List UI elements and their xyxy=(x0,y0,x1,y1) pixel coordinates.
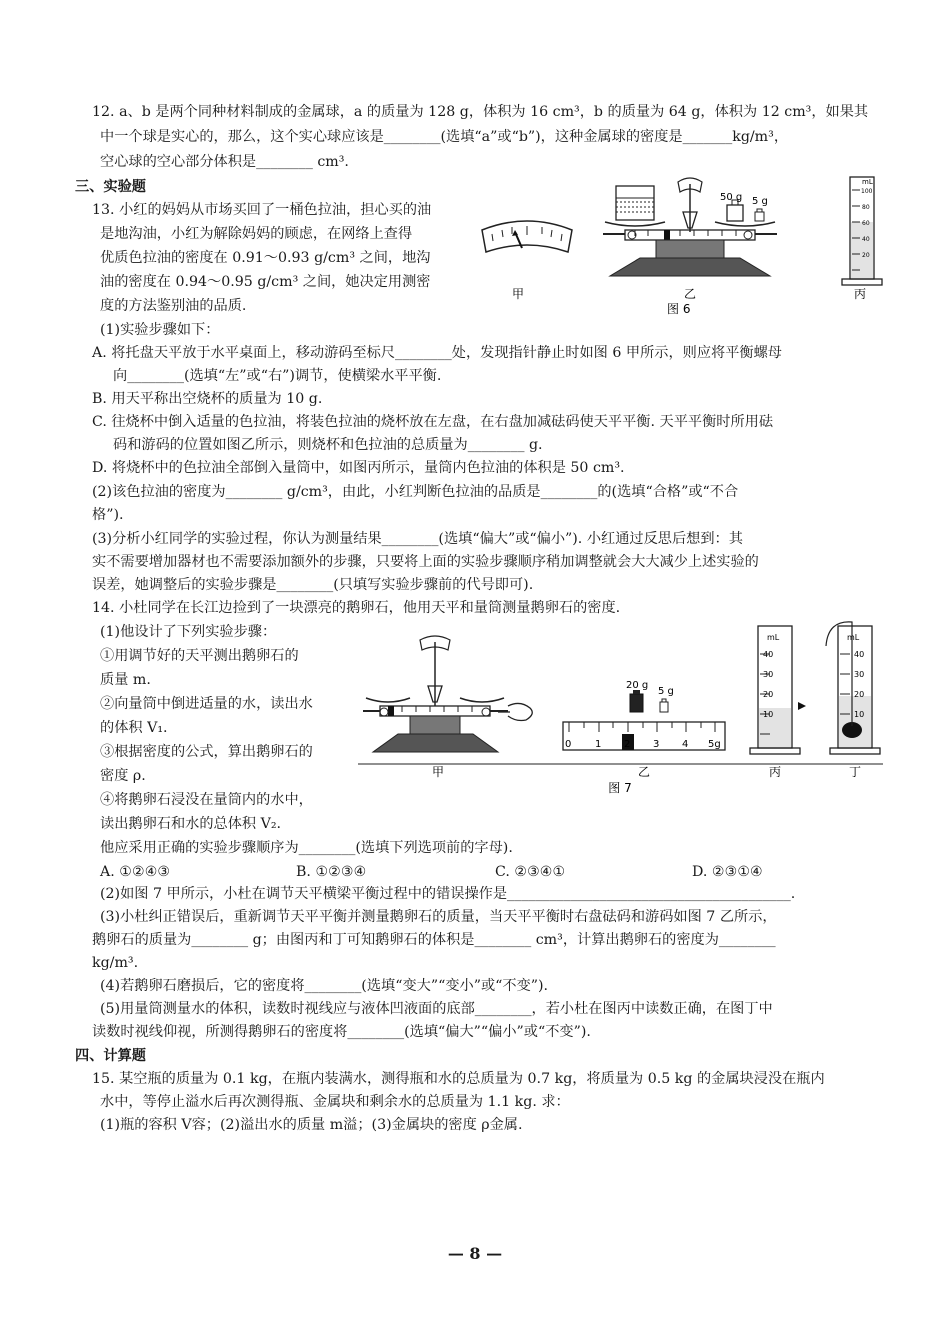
q14-part3-2: 鹅卵石的质量为________ g；由图丙和丁可知鹅卵石的体积是________ cm³，计算出鹅卵石的密度为________ xyxy=(92,932,776,948)
fig6-cylinder-20: 20 xyxy=(862,252,870,259)
q14-step-2a: ②向量筒中倒进适量的水，读出水 xyxy=(100,696,313,712)
fig7-bing-10: 10 xyxy=(763,710,774,719)
q14-option-c: C. ②③④① xyxy=(495,864,566,880)
fig7-ruler-3: 3 xyxy=(653,739,660,750)
fig6-label-bing: 丙 xyxy=(854,287,867,301)
q13-step-c-2: 码和游码的位置如图乙所示，则烧杯和色拉油的总质量为________ g. xyxy=(113,437,543,453)
fig6-caption: 图 6 xyxy=(667,302,691,316)
fig7-label-ding: 丁 xyxy=(849,765,862,779)
fig7-bing-unit: mL xyxy=(767,633,780,642)
q14-part5-2: 读数时视线仰视，所测得鹅卵石的密度将________(选填“偏大”“偏小”或“不变”). xyxy=(92,1024,591,1040)
q15-line-3: (1)瓶的容积 V容；(2)溢出水的质量 m溢；(3)金属块的密度 ρ金属. xyxy=(100,1117,523,1133)
fig7-cylinder-bing xyxy=(750,626,806,754)
fig7-balance xyxy=(363,636,532,752)
fig6-label-yi: 乙 xyxy=(684,287,697,301)
q13-step-c-1: C. 往烧杯中倒入适量的色拉油，将装色拉油的烧杯放在左盘，在右盘加减砝码使天平平衡. 天平平衡时所用砝 xyxy=(92,414,774,430)
fig6-weight-5g: 5 g xyxy=(752,196,768,207)
fig7-label-bing: 丙 xyxy=(769,765,782,779)
q13-step-heading: (1)实验步骤如下： xyxy=(100,322,220,338)
q15-line-1: 15. 某空瓶的质量为 0.1 kg，在瓶内装满水，测得瓶和水的总质量为 0.7 kg，将质量为 0.5 kg 的金属块浸没在瓶内 xyxy=(92,1071,825,1087)
q14-step-heading: (1)他设计了下列实验步骤： xyxy=(100,624,277,640)
figure-7 xyxy=(358,616,883,798)
fig7-weight-5g: 5 g xyxy=(658,686,674,697)
q14-part3-1: (3)小杜纠正错误后，重新调节天平平衡并测量鹅卵石的质量，当天平平衡时右盘砝码和游码如图 7 乙所示， xyxy=(100,909,777,925)
q15-line-2: 水中，等停止溢水后再次测得瓶、金属块和剩余水的总质量为 1.1 kg. 求： xyxy=(100,1094,570,1110)
fig7-bing-20: 20 xyxy=(763,690,774,699)
q13-part3-1: (3)分析小红同学的实验过程，你认为测量结果________(选填“偏大”或“偏小”). 小红通过反思后想到：其 xyxy=(92,531,743,547)
q14-part2: (2)如图 7 甲所示，小杜在调节天平横梁平衡过程中的错误操作是________________________________________. xyxy=(100,886,796,902)
q14-step-1b: 质量 m. xyxy=(100,672,151,688)
section-heading-experiments: 三、实验题 xyxy=(75,179,146,195)
q14-part3-3: kg/m³. xyxy=(92,955,139,971)
q12-line-1: 12. a、b 是两个同种材料制成的金属球，a 的质量为 128 g，体积为 16 cm³，b 的质量为 64 g，体积为 12 cm³，如果其 xyxy=(92,104,869,120)
fig7-ding-10: 10 xyxy=(854,710,865,719)
page-number: — 8 — xyxy=(447,1244,503,1263)
q14-option-a: A. ①②④③ xyxy=(100,864,171,880)
q13-line-4: 油的密度在 0.94～0.95 g/cm³ 之间，她决定用测密 xyxy=(100,274,431,290)
fig7-bing-40: 40 xyxy=(763,650,774,659)
q13-line-3: 优质色拉油的密度在 0.91～0.93 g/cm³ 之间，地沟 xyxy=(100,250,431,266)
q14-step-3b: 密度 ρ. xyxy=(100,768,146,784)
fig6-cylinder-unit: mL xyxy=(862,178,873,186)
fig6-pointer-scale xyxy=(482,221,572,252)
fig6-weight-50g: 50 g xyxy=(720,192,743,203)
q13-part2-2: 格”). xyxy=(92,507,124,523)
q14-step-4b: 读出鹅卵石和水的总体积 V₂. xyxy=(100,816,282,832)
q12-line-2: 中一个球是实心的，那么，这个实心球应该是________(选填“a”或“b”)，这种金属球的密度是_______kg/m³， xyxy=(100,129,789,145)
section-heading-calculation: 四、计算题 xyxy=(75,1048,146,1064)
q13-line-1: 13. 小红的妈妈从市场买回了一桶色拉油，担心买的油 xyxy=(92,202,432,218)
q13-step-b: B. 用天平称出空烧杯的质量为 10 g. xyxy=(92,391,323,407)
q13-part3-3: 误差，她调整后的实验步骤是________(只填写实验步骤前的代号即可). xyxy=(92,577,534,593)
q14-part5-1: (5)用量筒测量水的体积，读数时视线应与液体凹液面的底部________，若小杜在图丙中读数正确，在图丁中 xyxy=(100,1001,773,1017)
fig7-ding-30: 30 xyxy=(854,670,865,679)
fig7-ding-40: 40 xyxy=(854,650,865,659)
q14-step-4a: ④将鹅卵石浸没在量筒内的水中， xyxy=(100,792,313,808)
q13-part3-2: 实不需要增加器材也不需要添加额外的步骤，只要将上面的实验步骤顺序稍加调整就会大大减少上述实验的 xyxy=(92,554,759,570)
q14-part4: (4)若鹅卵石磨损后，它的密度将________(选填“变大”“变小”或“不变”). xyxy=(100,978,549,994)
q14-order-prompt: 他应采用正确的实验步骤顺序为________(选填下列选项前的字母). xyxy=(100,840,513,856)
fig6-label-jia: 甲 xyxy=(512,287,525,301)
fig6-cylinder-60: 60 xyxy=(862,220,870,227)
q14-step-3a: ③根据密度的公式，算出鹅卵石的 xyxy=(100,744,313,760)
q13-line-5: 度的方法鉴别油的品质. xyxy=(100,298,247,314)
fig7-ruler-4: 4 xyxy=(682,739,689,750)
figure-6 xyxy=(470,172,885,320)
q14-option-b: B. ①②③④ xyxy=(296,864,367,880)
fig7-ruler-2: 2 xyxy=(624,739,631,750)
fig6-balance xyxy=(603,178,777,276)
q13-step-a-1: A. 将托盘天平放于水平桌面上，移动游码至标尺________处，发现指针静止时如图 6 甲所示，则应将平衡螺母 xyxy=(92,345,782,361)
q14-step-2b: 的体积 V₁. xyxy=(100,720,168,736)
q13-step-a-2: 向________(选填“左”或“右”)调节，使横梁水平平衡. xyxy=(113,368,442,384)
q13-line-2: 是地沟油，小红为解除妈妈的顾虑，在网络上查得 xyxy=(100,226,413,242)
fig7-ruler-0: 0 xyxy=(565,739,572,750)
fig7-weight-20g: 20 g xyxy=(626,680,649,691)
q14-line-0: 14. 小杜同学在长江边捡到了一块漂亮的鹅卵石，他用天平和量筒测量鹅卵石的密度. xyxy=(92,600,621,616)
fig7-bing-30: 30 xyxy=(763,670,774,679)
figure-6-drawing xyxy=(470,172,885,320)
fig6-cylinder-100: 100 xyxy=(861,188,873,195)
q14-step-1a: ①用调节好的天平测出鹅卵石的 xyxy=(100,648,299,664)
fig7-ruler-5g: 5g xyxy=(708,739,721,750)
figure-7-drawing xyxy=(358,616,883,798)
q12-line-3: 空心球的空心部分体积是________ cm³. xyxy=(100,154,349,170)
fig7-ding-unit: mL xyxy=(847,633,860,642)
fig6-cylinder-40: 40 xyxy=(862,236,870,243)
fig7-caption: 图 7 xyxy=(608,781,632,795)
fig7-ding-20: 20 xyxy=(854,690,865,699)
q13-part2-1: (2)该色拉油的密度为________ g/cm³，由此，小红判断色拉油的品质是________的(选填“合格”或“不合 xyxy=(92,484,739,500)
fig7-weights-and-scale xyxy=(563,690,725,750)
fig7-label-yi: 乙 xyxy=(638,765,651,779)
q13-step-d: D. 将烧杯中的色拉油全部倒入量筒中，如图丙所示，量筒内色拉油的体积是 50 cm³. xyxy=(92,460,625,476)
q14-option-d: D. ②③①④ xyxy=(692,864,763,880)
fig7-ruler-1: 1 xyxy=(595,739,602,750)
fig6-cylinder-80: 80 xyxy=(862,204,870,211)
fig7-label-jia: 甲 xyxy=(432,765,445,779)
